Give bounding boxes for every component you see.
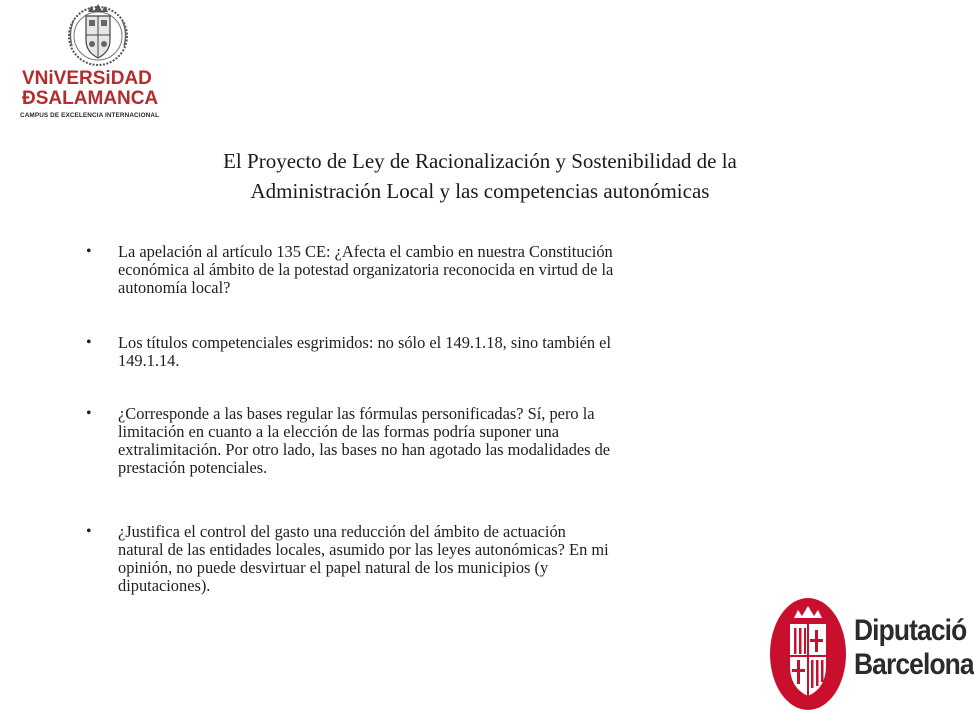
- diputacio-line2: Barcelona: [854, 648, 974, 681]
- bullet-text: Los títulos competenciales esgrimidos: no sólo el 149.1.18, sino también el 149.1.14.: [118, 333, 612, 370]
- bullet-dot: •: [86, 523, 92, 540]
- bullet-dot: •: [86, 334, 92, 351]
- slide-title-line1: El Proyecto de Ley de Racionalización y Sostenibilidad de la: [223, 149, 737, 173]
- university-logo: [8, 2, 173, 124]
- bullet-item: [86, 334, 776, 370]
- wordmark-line2: ÐSALAMANCA: [22, 88, 159, 109]
- diputacio-wordmark: [854, 614, 974, 682]
- university-wordmark: [20, 66, 170, 108]
- diputacio-emblem-icon: [768, 596, 848, 712]
- bullet-item: [86, 405, 776, 477]
- bullet-dot: •: [86, 243, 92, 260]
- bullet-text: ¿Justifica el control del gasto una reducción del ámbito de actuación natural de las entidades locales, asumido por las leyes autonómicas? En mi opinión, no puede desvirtuar el papel natural de los municipios (y diputaciones).: [118, 522, 609, 595]
- bullet-dot: •: [86, 405, 92, 422]
- slide-title-line2: Administración Local y las competencias autonómicas: [250, 179, 710, 203]
- bullet-text: ¿Corresponde a las bases regular las fórmulas personificadas? Sí, pero la limitación en cuanto a la elección de las formas podría suponer una extralimitación. Por otro lado, las bases no han agotado las modalidades de prestación potenciales.: [118, 404, 611, 477]
- diputacio-line1: Diputació: [854, 614, 967, 647]
- university-tagline: CAMPUS DE EXCELENCIA INTERNACIONAL: [20, 112, 160, 119]
- bullet-item: [86, 243, 776, 297]
- wordmark-line1: VNiVERSiDAD: [22, 68, 152, 89]
- bullet-item: [86, 523, 776, 595]
- university-seal-icon: [60, 2, 136, 68]
- slide-title: [120, 146, 840, 206]
- diputacio-logo: [768, 596, 974, 714]
- bullet-text: La apelación al artículo 135 CE: ¿Afecta el cambio en nuestra Constitución económica al ámbito de la potestad organizatoria reconocida en virtud de la autonomía local?: [118, 242, 614, 297]
